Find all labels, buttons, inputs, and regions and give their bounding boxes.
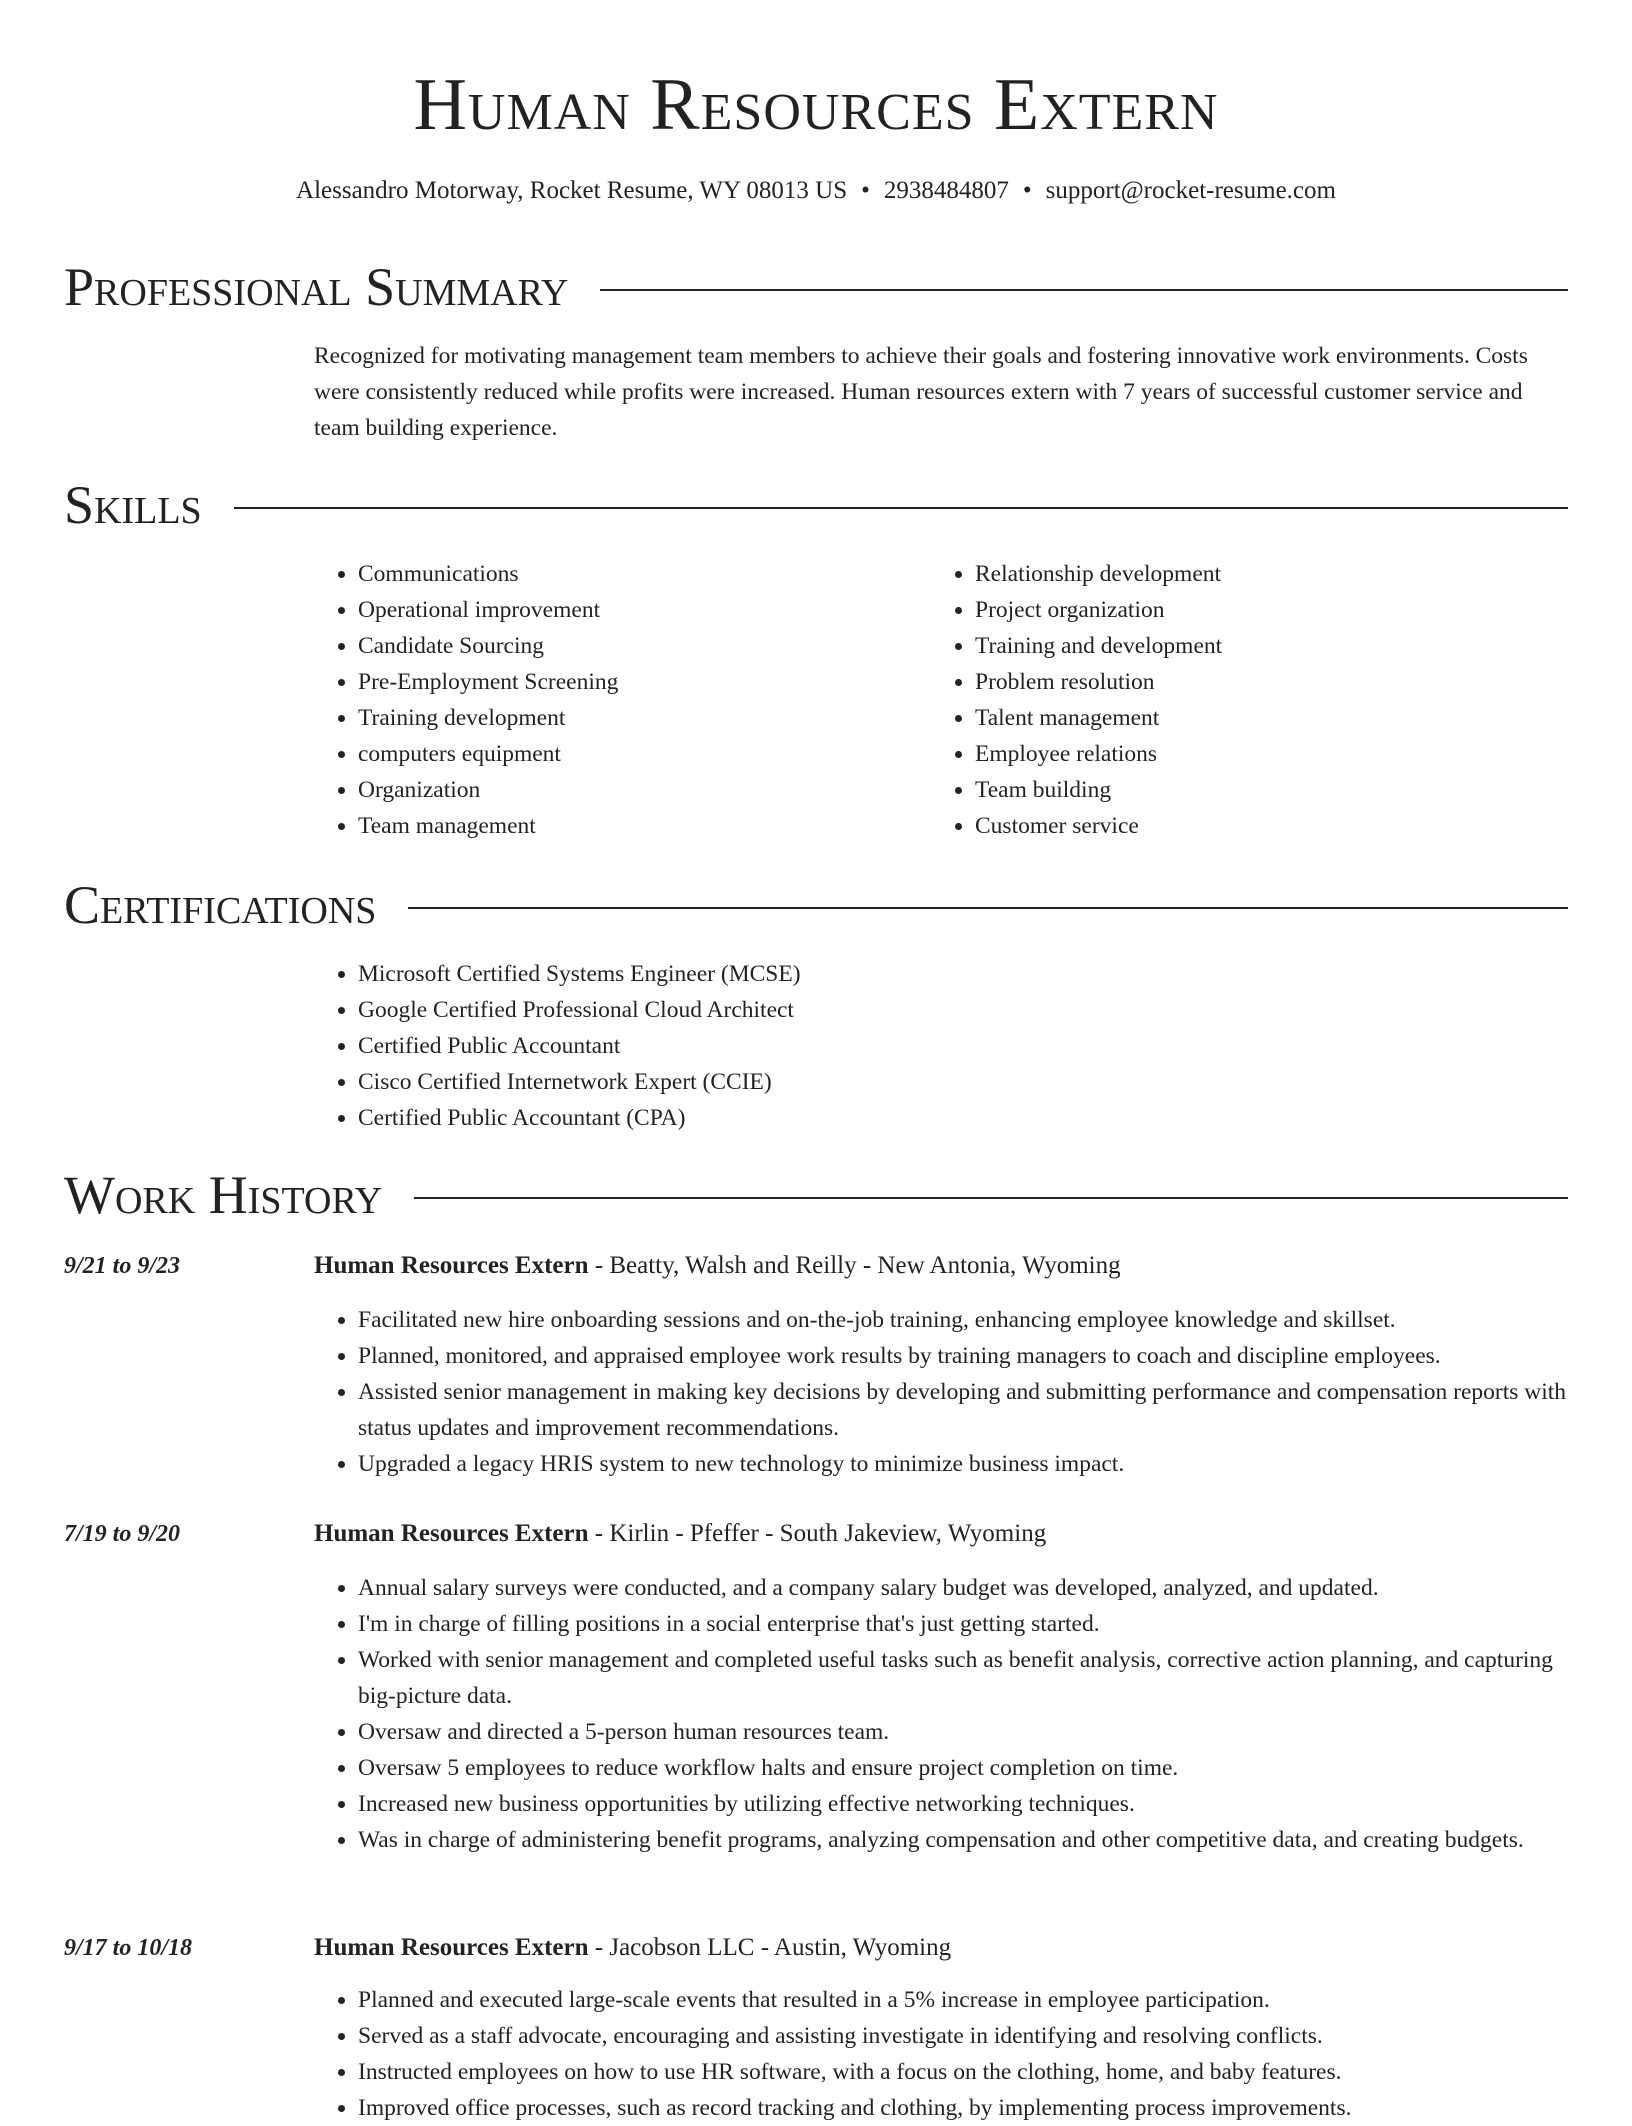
certification-item: • Certified Public Accountant xyxy=(358,1028,1574,1064)
job-details: - Beatty, Walsh and Reilly - New Antonia, Wyoming xyxy=(588,1252,1121,1279)
skills-title: Skills xyxy=(64,475,202,535)
skill-item: • Team building xyxy=(975,772,1531,808)
job-bullet: • Improved office processes, such as record tracking and clothing, by implementing process improvements. xyxy=(358,2090,1574,2126)
skill-item: • Candidate Sourcing xyxy=(358,628,914,664)
job-details: - Kirlin - Pfeffer - South Jakeview, Wyoming xyxy=(588,1520,1047,1547)
skill-item: • Pre-Employment Screening xyxy=(358,664,914,700)
job-bullet: • I'm in charge of filling positions in a social enterprise that's just getting started. xyxy=(358,1606,1574,1642)
contact-address: Alessandro Motorway, Rocket Resume, WY 08013 US xyxy=(296,177,848,204)
job-bullet: • Instructed employees on how to use HR software, with a focus on the clothing, home, and baby features. xyxy=(358,2054,1574,2090)
job-bullet-list xyxy=(314,1982,1574,2126)
skill-item: • Communications xyxy=(358,556,914,592)
skill-item: • computers equipment xyxy=(358,736,914,772)
skill-item: • Team management xyxy=(358,808,914,844)
job-bullets xyxy=(314,1570,1574,1858)
job-bullet: • Upgraded a legacy HRIS system to new technology to minimize business impact. xyxy=(358,1446,1574,1482)
job-title: Human Resources Extern xyxy=(314,1934,589,1961)
job-bullet: • Facilitated new hire onboarding sessions and on-the-job training, enhancing employee knowledge and skillset. xyxy=(358,1302,1574,1338)
skill-item-list xyxy=(314,556,914,844)
summary-title: Professional Summary xyxy=(64,257,569,317)
job-bullet-list xyxy=(314,1570,1574,1858)
skills-list-right xyxy=(931,556,1531,844)
work-section-header xyxy=(64,1165,1568,1225)
job-title-line xyxy=(314,1930,1584,1966)
skill-item: • Operational improvement xyxy=(358,592,914,628)
section-divider xyxy=(408,907,1568,909)
skill-item: • Employee relations xyxy=(975,736,1531,772)
skills-list-left xyxy=(314,556,914,844)
job-title: Human Resources Extern xyxy=(314,1520,589,1547)
certification-item: • Cisco Certified Internetwork Expert (CCIE) xyxy=(358,1064,1574,1100)
job-bullet: • Oversaw and directed a 5-person human resources team. xyxy=(358,1714,1574,1750)
section-divider xyxy=(414,1197,1568,1199)
skill-item: • Talent management xyxy=(975,700,1531,736)
job-title-line xyxy=(314,1516,1584,1552)
certification-item: • Microsoft Certified Systems Engineer (MCSE) xyxy=(358,956,1574,992)
job-details: - Jacobson LLC - Austin, Wyoming xyxy=(588,1934,952,1961)
contact-separator: • xyxy=(861,177,870,204)
skills-section-header xyxy=(64,475,1568,535)
section-divider xyxy=(234,507,1568,509)
resume-name: Human Resources Extern xyxy=(413,64,1219,146)
certification-item-list xyxy=(314,956,1574,1136)
section-divider xyxy=(600,289,1568,291)
contact-email: support@rocket-resume.com xyxy=(1045,177,1336,204)
skill-item: • Problem resolution xyxy=(975,664,1531,700)
job-dates: 9/17 to 10/18 xyxy=(64,1935,193,1961)
work-title: Work History xyxy=(64,1165,383,1225)
job-bullet: • Annual salary surveys were conducted, and a company salary budget was developed, analyzed, and updated. xyxy=(358,1570,1574,1606)
job-bullet: • Planned and executed large-scale events that resulted in a 5% increase in employee participation. xyxy=(358,1982,1574,2018)
summary-text: Recognized for motivating management team members to achieve their goals and fostering innovative work environments. Costs were consistently reduced while profits were increased. Human resources extern with 7 years of successful customer service and team building experience. xyxy=(314,343,1528,441)
job-bullet-list xyxy=(314,1302,1574,1482)
job-title: Human Resources Extern xyxy=(314,1252,589,1279)
contact-phone: 2938484807 xyxy=(883,177,1009,204)
job-bullet: • Was in charge of administering benefit programs, analyzing compensation and other competitive data, and creating budgets. xyxy=(358,1822,1574,1858)
skill-item: • Project organization xyxy=(975,592,1531,628)
skill-item: • Training and development xyxy=(975,628,1531,664)
job-bullet: • Oversaw 5 employees to reduce workflow halts and ensure project completion on time. xyxy=(358,1750,1574,1786)
skill-item: • Organization xyxy=(358,772,914,808)
summary-section-header xyxy=(64,257,1568,317)
contact-separator: • xyxy=(1022,177,1032,204)
certification-item: • Certified Public Accountant (CPA) xyxy=(358,1100,1574,1136)
job-bullet: • Increased new business opportunities by utilizing effective networking techniques. xyxy=(358,1786,1574,1822)
job-bullets xyxy=(314,1982,1574,2126)
certifications-list xyxy=(314,956,1574,1136)
certifications-section-header xyxy=(64,875,1568,935)
job-bullet: • Planned, monitored, and appraised employee work results by training managers to coach and discipline employees. xyxy=(358,1338,1574,1374)
skill-item: • Training development xyxy=(358,700,914,736)
skill-item: • Relationship development xyxy=(975,556,1531,592)
skill-item: • Customer service xyxy=(975,808,1531,844)
job-dates: 9/21 to 9/23 xyxy=(64,1253,181,1279)
job-bullet: • Served as a staff advocate, encouraging and assisting investigate in identifying and resolving conflicts. xyxy=(358,2018,1574,2054)
certification-item: • Google Certified Professional Cloud Architect xyxy=(358,992,1574,1028)
job-bullet: • Assisted senior management in making key decisions by developing and submitting performance and compensation reports with status updates and improvement recommendations. xyxy=(358,1374,1574,1446)
skill-item-list xyxy=(931,556,1531,844)
job-bullets xyxy=(314,1302,1574,1482)
contact-line xyxy=(0,174,1632,208)
certifications-title: Certifications xyxy=(64,875,377,935)
job-title-line xyxy=(314,1248,1584,1284)
job-bullet: • Worked with senior management and completed useful tasks such as benefit analysis, corrective action planning, and capturing big-picture data. xyxy=(358,1642,1574,1714)
job-dates: 7/19 to 9/20 xyxy=(64,1521,181,1547)
